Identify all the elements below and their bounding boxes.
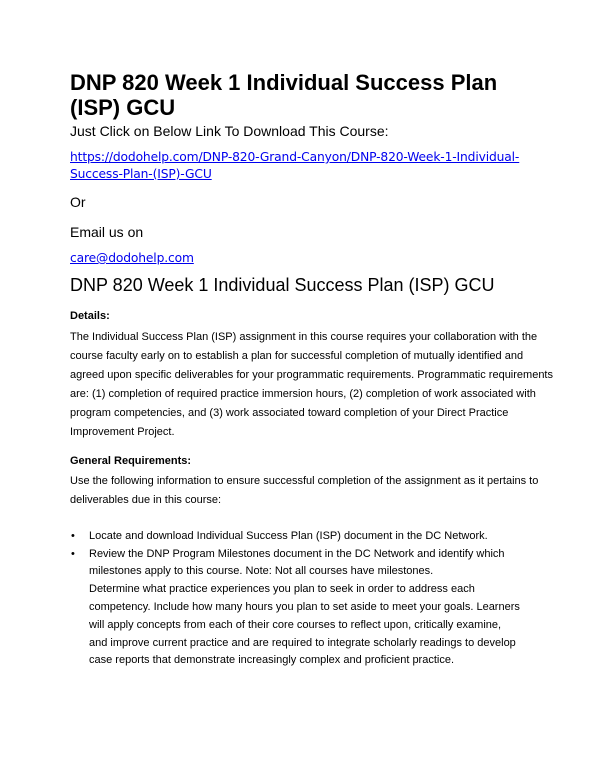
document-body [70, 70, 553, 670]
list-item-line: competency. Include how many hours you plan to set aside to meet your goals. Learners [89, 600, 520, 613]
details-line: course faculty early on to establish a plan for successful completion of mutually identified and [70, 350, 524, 363]
download-link-line-2[interactable]: Success-Plan-(ISP)-GCU [70, 167, 212, 181]
general-line: deliverables due in this course: [70, 493, 222, 506]
details-line: The Individual Success Plan (ISP) assignment in this course requires your collaboration with the [70, 331, 538, 343]
details-line: Improvement Project. [70, 426, 175, 439]
list-item-line: Review the DNP Program Milestones document in the DC Network and identify which [89, 547, 505, 560]
email-link[interactable]: care@dodohelp.com [70, 251, 194, 265]
document-title [70, 70, 530, 120]
list-item-line: Locate and download Individual Success Plan (ISP) document in the DC Network. [89, 529, 488, 542]
details-paragraph [70, 328, 553, 443]
general-requirements-paragraph [70, 472, 539, 510]
title-line-2: (ISP) GCU [70, 95, 176, 120]
requirements-list [70, 528, 530, 670]
details-heading: Details: [70, 310, 110, 322]
bullet-icon: • [71, 529, 75, 542]
or-text: Or [70, 194, 86, 210]
list-item [70, 528, 530, 546]
general-line: Use the following information to ensure successful completion of the assignment as it pertains to [70, 474, 539, 487]
document-subtitle: DNP 820 Week 1 Individual Success Plan (ISP) GCU [70, 275, 495, 295]
list-item-line: milestones apply to this course. Note: Not all courses have milestones. [89, 565, 434, 578]
details-line: are: (1) completion of required practice immersion hours, (2) completion of work associated with [70, 388, 536, 401]
details-line: program competencies, and (3) work associated toward completion of your Direct Practice [70, 407, 509, 420]
details-line: agreed upon specific deliverables for your programmatic requirements. Programmatic requirements [70, 369, 553, 382]
list-item-line: and improve current practice and are required to integrate scholarly readings to develop [89, 636, 516, 649]
general-requirements-heading: General Requirements: [70, 454, 192, 467]
list-item-line: case reports that demonstrate increasingly complex and proficient practice. [89, 654, 455, 667]
bullet-icon: • [71, 547, 75, 560]
download-instruction: Just Click on Below Link To Download This Course: [70, 123, 389, 139]
download-link-line-1[interactable]: https://dodohelp.com/DNP-820-Grand-Canyon/DNP-820-Week-1-Individual- [70, 150, 520, 164]
download-link[interactable] [70, 149, 530, 183]
list-item-line: Determine what practice experiences you plan to seek in order to address each [89, 583, 475, 596]
email-label: Email us on [70, 224, 144, 240]
title-line-1: DNP 820 Week 1 Individual Success Plan [70, 70, 498, 95]
list-item [70, 546, 530, 671]
list-item-line: will apply concepts from each of their core courses to reflect upon, critically examine, [89, 618, 502, 631]
